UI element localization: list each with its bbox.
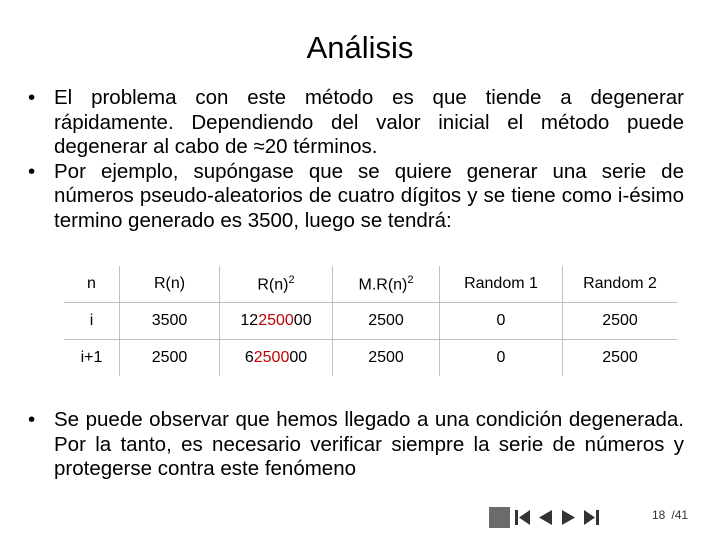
first-icon[interactable] <box>512 507 533 528</box>
col-header-random1: Random 1 <box>440 266 563 303</box>
table-row <box>64 340 677 377</box>
cell-rn2-middle: 2500 <box>253 349 290 366</box>
cell-random1: 0 <box>440 340 563 377</box>
cell-rn: 2500 <box>120 340 220 377</box>
stop-icon[interactable] <box>489 507 510 528</box>
example-table <box>64 266 677 376</box>
cell-n: i+1 <box>64 340 120 377</box>
bullet-example: • Por ejemplo, supóngase que se quiere generar una serie de números pseudo-aleatorios de cuatro dígitos y se tiene como i-ésimo termino generado es 3500, luego se tendrá: <box>28 160 684 234</box>
col-header-n: n <box>64 266 120 303</box>
cell-rn2: 12250000 <box>220 303 333 340</box>
cell-rn2-middle: 2500 <box>258 312 294 329</box>
col-header-mrn2: $M.R(n)^2$ <box>333 266 440 303</box>
cell-rn: 3500 <box>120 303 220 340</box>
next-icon[interactable] <box>558 507 579 528</box>
last-icon[interactable] <box>581 507 602 528</box>
cell-mrn2: 2500 <box>333 340 440 377</box>
page-indicator <box>652 508 688 522</box>
cell-random1: 0 <box>440 303 563 340</box>
cell-rn2: 6250000 <box>220 340 333 377</box>
table-header-row <box>64 266 677 303</box>
slide-title: Análisis <box>306 30 414 65</box>
bullet-degeneration: • El problema con este método es que tiende a degenerar rápidamente. Dependiendo del valor inicial el método puede degenerar al cabo de ≈20 términos. <box>28 86 684 160</box>
cell-random2: 2500 <box>563 340 678 377</box>
col-header-rn2: $R(n)^2$ <box>220 266 333 303</box>
page-total: /41 <box>671 508 689 522</box>
prev-icon[interactable] <box>535 507 556 528</box>
col-header-random2: Random 2 <box>563 266 678 303</box>
bullet-conclusion: • Se puede observar que hemos llegado a una condición degenerada. Por la tanto, es necesario verificar siempre la serie de números y protegerse contra este fenómeno <box>28 408 684 482</box>
col-header-rn: R(n) <box>120 266 220 303</box>
slide-navigation <box>489 506 604 528</box>
table-row <box>64 303 677 340</box>
page-current: 18 <box>652 508 666 522</box>
cell-mrn2: 2500 <box>333 303 440 340</box>
bullet-list-bottom <box>28 408 684 482</box>
cell-random2: 2500 <box>563 303 678 340</box>
bullet-list-top <box>28 86 684 233</box>
cell-n: i <box>64 303 120 340</box>
